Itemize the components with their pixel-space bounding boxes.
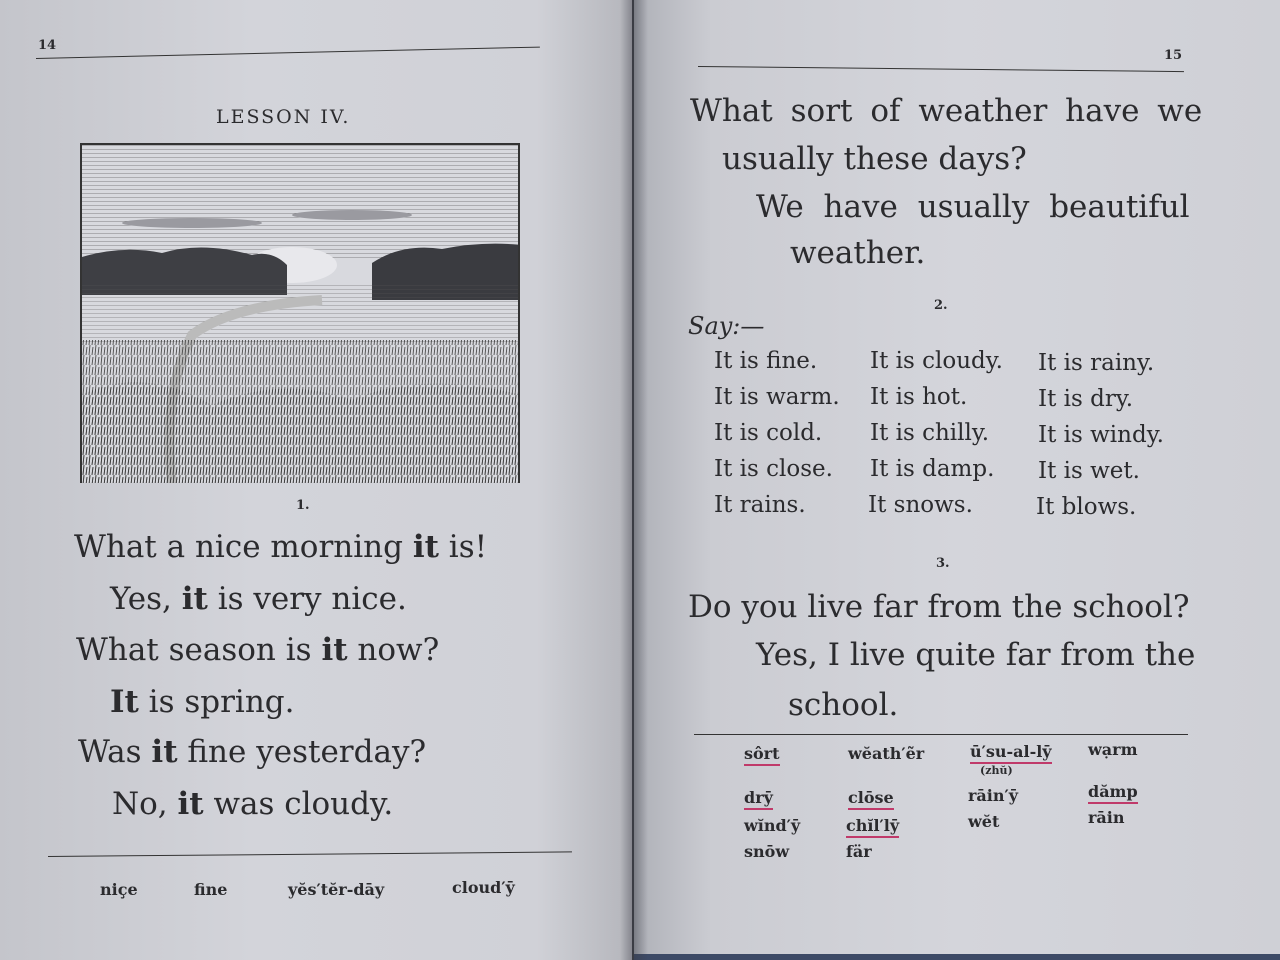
vocab-windy: wĭnd′ȳ [744,816,801,835]
grid-cell-r4-c3: It is wet. [1038,458,1140,484]
answer-1-line-1: We have usually beautiful [756,189,1190,225]
header-rule-right [698,66,1184,72]
vocab-fine: fine [194,880,228,899]
vocab-chilly: chĭl′lȳ [846,816,899,835]
grid-cell-r1-c2: It is cloudy. [870,348,1003,374]
dialogue-line-2: Yes, it is very nice. [110,581,407,617]
question-2: Do you live far from the school? [688,589,1190,625]
grid-cell-r5-c2: It snows. [868,492,973,518]
vocab-usually-note: (zhŭ) [980,764,1013,777]
section-number-2: 2. [934,298,948,313]
grid-cell-r5-c3: It blows. [1036,494,1137,520]
grid-cell-r3-c3: It is windy. [1038,422,1164,448]
grid-cell-r5-c1: It rains. [714,492,806,518]
vocab-nice: niçe [100,880,138,899]
left-page [0,0,632,960]
dialogue-line-6: No, it was cloudy. [112,786,394,822]
section-number-1: 1. [296,498,310,513]
vocab-weather: wĕath′ẽr [848,744,925,763]
section-number-3: 3. [936,556,950,571]
answer-2-line-2: school. [788,687,899,723]
grid-cell-r1-c1: It is fine. [714,348,818,374]
grid-cell-r4-c1: It is close. [714,456,833,482]
page-number-left: 14 [38,38,57,53]
say-label: Say:— [688,312,765,340]
answer-1-line-2: weather. [790,235,926,271]
vocab-far: fär [846,842,872,861]
question-1-line-1: What sort of weather have we [690,93,1203,129]
vocab-damp: dămp [1088,782,1138,801]
vocab-yesterday: yĕs′tĕr-dāy [288,880,385,899]
vocab-dry: drȳ [744,788,773,807]
answer-2-line-1: Yes, I live quite far from the [756,637,1196,673]
grid-cell-r2-c3: It is dry. [1038,386,1134,412]
dialogue-line-4: It is spring. [110,684,295,720]
grid-cell-r1-c3: It is rainy. [1038,350,1155,376]
footer-rule-right [694,734,1188,735]
vocab-usually: ū′su-al-lȳ [970,742,1052,761]
vocab-snow: snōw [744,842,790,861]
lesson-title: LESSON IV. [216,106,351,128]
dialogue-line-3: What season is it now? [76,632,440,668]
grid-cell-r2-c1: It is warm. [714,384,840,410]
dialogue-line-1: What a nice morning it is! [74,529,488,565]
footer-rule-left [48,851,572,857]
grid-cell-r2-c2: It is hot. [870,384,968,410]
dialogue-line-5: Was it fine yesterday? [78,734,427,770]
vocab-close: clōse [848,788,894,807]
header-rule-left [36,47,540,59]
vocab-rain: rāin [1088,808,1125,827]
landscape-image [82,145,520,483]
grid-cell-r3-c2: It is chilly. [870,420,990,446]
vocab-cloudy: cloud′ȳ [452,878,515,897]
vocab-rainy: rāin′ȳ [968,786,1019,805]
vocab-warm: wạrm [1088,740,1138,759]
grid-cell-r3-c1: It is cold. [714,420,823,446]
vocab-sort: sôrt [744,744,780,763]
question-1-line-2: usually these days? [722,141,1027,177]
vocab-wet: wĕt [968,812,1000,831]
page-number-right: 15 [1164,48,1183,63]
grid-cell-r4-c2: It is damp. [870,456,995,482]
right-page [634,0,1280,960]
landscape-illustration [80,143,520,483]
